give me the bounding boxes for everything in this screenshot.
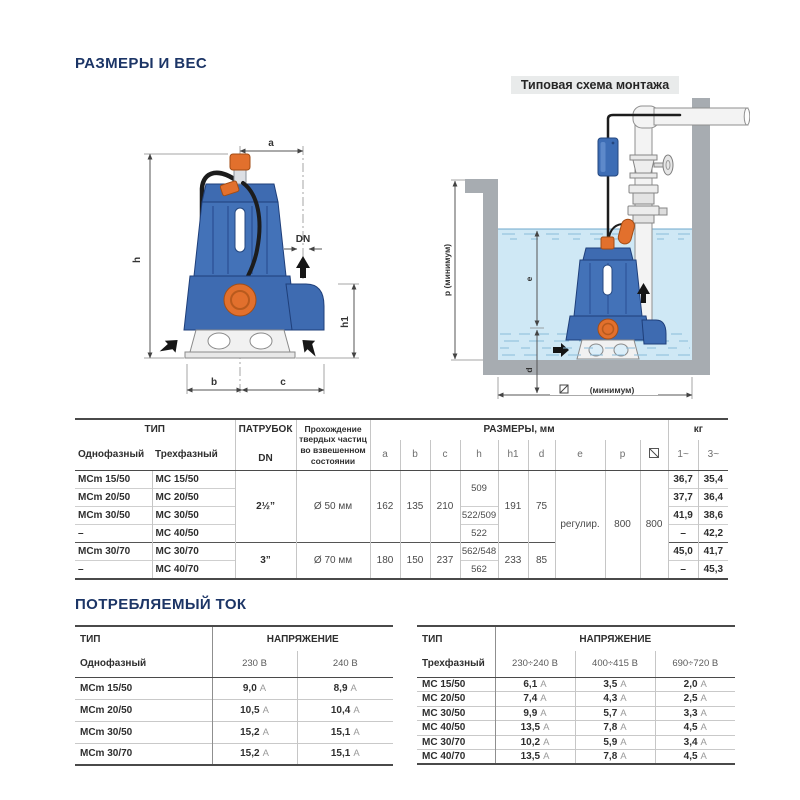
- current-value: 10,4 A: [297, 699, 393, 721]
- col-header-single-phase: Однофазный: [75, 440, 152, 471]
- col-header-400-415v: 400÷415 В: [575, 651, 655, 677]
- current-value: 3,3 A: [655, 706, 735, 721]
- table-row: MCm 30/70 15,2 A 15,1 A: [75, 743, 393, 765]
- dim-label-a: a: [268, 138, 274, 149]
- col-header-230v: 230 В: [212, 651, 297, 677]
- dimensions-table: [75, 418, 728, 580]
- current-table-three-phase: [417, 625, 735, 765]
- col-header-type: ТИП: [144, 424, 165, 436]
- table-row: MC 30/50 9,9 A 5,7 A 3,3 A: [417, 706, 735, 721]
- col-header-h1: h1: [498, 440, 528, 471]
- table-row: MCm 30/50 15,2 A 15,1 A: [75, 721, 393, 743]
- current-unit: A: [700, 707, 707, 719]
- dim-label-h1: h1: [340, 316, 351, 328]
- current-value: 13,5 A: [495, 750, 575, 765]
- col-header-e: e: [555, 440, 605, 471]
- current-unit: A: [700, 751, 707, 762]
- current-unit: A: [543, 722, 550, 734]
- table-row: MCm 30/50 MC 30/50 522/509 41,9 38,6: [75, 507, 728, 525]
- pump-dimension-drawing: [100, 118, 400, 408]
- current-unit: A: [700, 736, 707, 748]
- table-row: – MC 40/50 522 – 42,2: [75, 525, 728, 543]
- dim-label-min: (минимум): [589, 385, 635, 395]
- current-table-single-phase: [75, 625, 393, 766]
- col-header-kg: кг: [668, 419, 728, 440]
- dim-label-b: b: [210, 377, 218, 388]
- col-header-phase: Однофазный: [75, 651, 212, 677]
- col-header-phase: Трехфазный: [417, 651, 495, 677]
- table-row: MC 30/70 10,2 A 5,9 A 3,4 A: [417, 735, 735, 750]
- current-unit: A: [700, 693, 707, 705]
- current-unit: A: [259, 682, 267, 694]
- current-unit: A: [353, 726, 360, 738]
- current-unit: A: [700, 722, 707, 734]
- table-row: MC 40/70 13,5 A 7,8 A 4,5 A: [417, 750, 735, 765]
- current-value: 8,9 A: [297, 677, 393, 699]
- dim-label-p-min: р (минимум): [442, 243, 452, 297]
- installation-title: Типовая схема монтажа: [440, 76, 750, 94]
- inlet-arrow-left: [157, 334, 183, 360]
- current-value: 10,5 A: [212, 699, 297, 721]
- dim-label-dn: DN: [295, 234, 311, 245]
- table-row: – MC 40/70 562 – 45,3: [75, 561, 728, 579]
- current-unit: A: [620, 707, 627, 719]
- current-value: 9,9 A: [495, 706, 575, 721]
- current-unit: A: [262, 704, 269, 716]
- current-unit: A: [262, 726, 269, 738]
- current-value: 2,0 A: [655, 677, 735, 692]
- section-title-current: ПОТРЕБЛЯЕМЫЙ ТОК: [75, 596, 247, 613]
- col-header-kg3: 3~: [698, 440, 728, 471]
- col-header-diag: [640, 440, 668, 471]
- current-value: 7,8 A: [575, 750, 655, 765]
- square-diagonal-icon: [649, 448, 659, 458]
- current-unit: A: [262, 748, 269, 760]
- col-header-d: d: [528, 440, 555, 471]
- current-value: 3,4 A: [655, 735, 735, 750]
- installation-scheme-drawing: [440, 98, 750, 405]
- col-header-h: h: [460, 440, 498, 471]
- current-value: 6,1 A: [495, 677, 575, 692]
- current-value: 4,3 A: [575, 692, 655, 707]
- section-title-dimensions: РАЗМЕРЫ И ВЕС: [75, 55, 208, 72]
- valve-handwheel: [663, 155, 673, 175]
- current-value: 13,5 A: [495, 721, 575, 736]
- col-header-240v: 240 В: [297, 651, 393, 677]
- table-row: MCm 20/50 10,5 A 10,4 A: [75, 699, 393, 721]
- current-unit: A: [543, 751, 550, 762]
- current-value: 15,1 A: [297, 721, 393, 743]
- current-value: 5,7 A: [575, 706, 655, 721]
- current-value: 7,8 A: [575, 721, 655, 736]
- current-value: 10,2 A: [495, 735, 575, 750]
- table-row: MC 20/50 7,4 A 4,3 A 2,5 A: [417, 692, 735, 707]
- current-unit: A: [543, 736, 550, 748]
- current-unit: A: [620, 693, 627, 705]
- current-unit: A: [353, 704, 360, 716]
- col-header-230-240v: 230÷240 В: [495, 651, 575, 677]
- table-row: MC 40/50 13,5 A 7,8 A 4,5 A: [417, 721, 735, 736]
- pump-illustration: [157, 154, 324, 360]
- col-header-a: a: [370, 440, 400, 471]
- current-unit: A: [620, 722, 627, 734]
- discharge-arrow: [296, 256, 310, 278]
- current-unit: A: [620, 678, 627, 690]
- dim-label-h: h: [132, 256, 143, 264]
- table-row: MCm 20/50 MC 20/50 37,7 36,4: [75, 489, 728, 507]
- current-value: 15,2 A: [212, 721, 297, 743]
- dim-label-e: e: [524, 276, 534, 282]
- current-unit: A: [350, 682, 357, 694]
- table-row: MC 15/50 6,1 A 3,5 A 2,0 A: [417, 677, 735, 692]
- current-value: 4,5 A: [655, 721, 735, 736]
- current-value: 15,2 A: [212, 743, 297, 765]
- current-unit: A: [540, 707, 547, 719]
- current-unit: A: [700, 678, 707, 690]
- col-header-690-720v: 690÷720 В: [655, 651, 735, 677]
- current-unit: A: [540, 678, 547, 690]
- current-value: 9,0 A: [212, 677, 297, 699]
- col-header-c: c: [430, 440, 460, 471]
- col-header-three-phase: Трехфазный: [152, 440, 235, 471]
- current-unit: A: [620, 751, 627, 762]
- table-row: MCm 15/50 9,0 A 8,9 A: [75, 677, 393, 699]
- col-header-type: ТИП: [422, 633, 443, 645]
- col-header-voltage: НАПРЯЖЕНИЕ: [212, 626, 393, 651]
- current-unit: A: [620, 736, 627, 748]
- col-header-b: b: [400, 440, 430, 471]
- current-value: 7,4 A: [495, 692, 575, 707]
- col-header-type: ТИП: [80, 633, 101, 645]
- col-header-sizes: РАЗМЕРЫ, мм: [370, 419, 668, 440]
- square-diagonal-icon: [560, 385, 568, 393]
- current-unit: A: [353, 748, 360, 760]
- current-value: 4,5 A: [655, 750, 735, 765]
- col-header-kg1: 1~: [668, 440, 698, 471]
- current-value: 3,5 A: [575, 677, 655, 692]
- current-value: 15,1 A: [297, 743, 393, 765]
- col-header-voltage: НАПРЯЖЕНИЕ: [495, 626, 735, 651]
- col-header-port: ПАТРУБОК DN: [235, 419, 296, 471]
- current-value: 2,5 A: [655, 692, 735, 707]
- current-unit: A: [540, 693, 547, 705]
- dim-label-c: c: [280, 377, 286, 388]
- col-header-solids: Прохождение твердых частиц во взвешенном состоянии: [296, 419, 370, 471]
- col-header-p: p: [605, 440, 640, 471]
- table-row: MCm 15/50 MC 15/50 2½” Ø 50 мм 162 135 210 509 191 75 регулир. 800 800 36,7 35,4: [75, 471, 728, 489]
- dim-label-d: d: [524, 367, 534, 373]
- table-row: MCm 30/70 MC 30/70 3” Ø 70 мм 180 150 237 562/548 233 85 45,0 41,7: [75, 543, 728, 561]
- inlet-arrow-right: [297, 334, 323, 360]
- current-value: 5,9 A: [575, 735, 655, 750]
